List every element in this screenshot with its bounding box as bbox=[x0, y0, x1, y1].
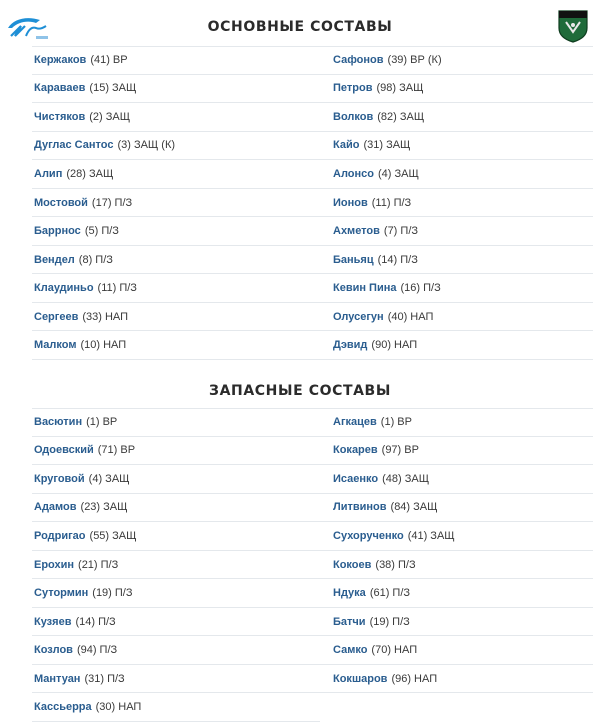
player-row bbox=[32, 408, 320, 437]
player-name-link[interactable]: Алип bbox=[34, 167, 63, 180]
player-row bbox=[305, 246, 593, 275]
player-name-link[interactable]: Дуглас Сантос bbox=[34, 139, 114, 152]
player-row bbox=[305, 465, 593, 494]
player-row bbox=[305, 46, 593, 75]
player-row bbox=[32, 331, 320, 360]
player-number-position: (7) П/З bbox=[383, 225, 419, 238]
player-name-link[interactable]: Ерохин bbox=[34, 558, 75, 571]
player-name-link[interactable]: Баррнос bbox=[34, 225, 81, 238]
player-name-link[interactable]: Малком bbox=[34, 339, 77, 352]
player-name-link[interactable]: Козлов bbox=[34, 644, 73, 657]
player-name-link[interactable]: Батчи bbox=[333, 615, 366, 628]
player-number-position: (84) ЗАЩ bbox=[390, 501, 438, 514]
player-row bbox=[32, 103, 320, 132]
player-name-link[interactable]: Мостовой bbox=[34, 196, 88, 209]
player-number-position: (28) ЗАЩ bbox=[66, 167, 114, 180]
player-name-link[interactable]: Волков bbox=[333, 110, 374, 123]
player-number-position: (4) ЗАЩ bbox=[378, 167, 419, 180]
player-number-position: (90) НАП bbox=[371, 339, 418, 352]
player-name-link[interactable]: Кайо bbox=[333, 139, 360, 152]
player-name-link[interactable]: Петров bbox=[333, 82, 373, 95]
player-row bbox=[32, 693, 320, 722]
player-name-link[interactable]: Караваев bbox=[34, 82, 86, 95]
player-row bbox=[32, 246, 320, 275]
player-name-link[interactable]: Кокшаров bbox=[333, 672, 388, 685]
player-row bbox=[32, 160, 320, 189]
player-name-link[interactable]: Вендел bbox=[34, 253, 75, 266]
home-starting-list bbox=[32, 46, 320, 360]
player-row bbox=[32, 665, 320, 694]
player-name-link[interactable]: Баньяц bbox=[333, 253, 374, 266]
player-name-link[interactable]: Кузяев bbox=[34, 615, 72, 628]
player-name-link[interactable]: Исаенко bbox=[333, 472, 379, 485]
player-row bbox=[305, 522, 593, 551]
player-row bbox=[305, 437, 593, 466]
player-number-position: (19) П/З bbox=[92, 587, 133, 600]
player-row bbox=[32, 75, 320, 104]
player-number-position: (30) НАП bbox=[95, 701, 142, 714]
section-title: ЗАПАСНЫЕ СОСТАВЫ bbox=[209, 383, 391, 399]
player-name-link[interactable]: Мантуан bbox=[34, 672, 81, 685]
player-row bbox=[32, 274, 320, 303]
player-number-position: (4) ЗАЩ bbox=[88, 472, 130, 485]
player-row bbox=[32, 465, 320, 494]
player-number-position: (15) ЗАЩ bbox=[89, 82, 137, 95]
player-row bbox=[32, 132, 320, 161]
player-name-link[interactable]: Сафонов bbox=[333, 54, 384, 67]
player-number-position: (39) ВР (К) bbox=[387, 54, 442, 67]
player-name-link[interactable]: Васютин bbox=[34, 416, 83, 429]
player-name-link[interactable]: Кокоев bbox=[333, 558, 372, 571]
section-title: ОСНОВНЫЕ СОСТАВЫ bbox=[207, 19, 393, 35]
player-number-position: (14) П/З bbox=[377, 253, 418, 266]
player-row bbox=[32, 522, 320, 551]
player-number-position: (8) П/З bbox=[78, 253, 113, 266]
player-number-position: (97) ВР bbox=[381, 444, 419, 457]
player-row bbox=[32, 579, 320, 608]
player-row bbox=[305, 274, 593, 303]
player-row bbox=[32, 437, 320, 466]
player-row bbox=[305, 189, 593, 218]
player-row bbox=[305, 160, 593, 189]
player-number-position: (31) П/З bbox=[84, 672, 125, 685]
player-number-position: (11) П/З bbox=[97, 282, 137, 295]
player-row bbox=[305, 551, 593, 580]
player-number-position: (5) П/З bbox=[84, 225, 119, 238]
player-row bbox=[32, 636, 320, 665]
player-row bbox=[32, 217, 320, 246]
player-row bbox=[305, 217, 593, 246]
player-name-link[interactable]: Литвинов bbox=[333, 501, 387, 514]
player-row bbox=[32, 303, 320, 332]
player-row bbox=[32, 608, 320, 637]
player-row bbox=[305, 636, 593, 665]
player-row bbox=[305, 303, 593, 332]
starting-lineups-header bbox=[0, 18, 600, 36]
player-number-position: (3) ЗАЩ (К) bbox=[117, 139, 176, 152]
player-name-link[interactable]: Ионов bbox=[333, 196, 368, 209]
player-name-link[interactable]: Алонсо bbox=[333, 167, 374, 180]
player-number-position: (31) ЗАЩ bbox=[363, 139, 411, 152]
player-row bbox=[305, 132, 593, 161]
substitutes-header bbox=[0, 382, 600, 400]
player-number-position: (61) П/З bbox=[369, 587, 411, 600]
player-name-link[interactable]: Дэвид bbox=[333, 339, 368, 352]
player-name-link[interactable]: Чистяков bbox=[34, 110, 86, 123]
player-name-link[interactable]: Кевин Пина bbox=[333, 282, 397, 295]
player-row bbox=[32, 189, 320, 218]
player-name-link[interactable]: Сухорученко bbox=[333, 529, 404, 542]
player-number-position: (1) ВР bbox=[86, 416, 118, 429]
player-name-link[interactable]: Клаудиньо bbox=[34, 282, 94, 295]
player-number-position: (55) ЗАЩ bbox=[89, 529, 137, 542]
player-name-link[interactable]: Круговой bbox=[34, 472, 85, 485]
player-number-position: (14) П/З bbox=[75, 615, 116, 628]
player-row bbox=[32, 551, 320, 580]
player-number-position: (48) ЗАЩ bbox=[382, 472, 430, 485]
player-number-position: (71) ВР bbox=[97, 444, 136, 457]
player-number-position: (96) НАП bbox=[391, 672, 438, 685]
player-number-position: (21) П/З bbox=[78, 558, 119, 571]
player-number-position: (23) ЗАЩ bbox=[80, 501, 128, 514]
player-name-link[interactable]: Агкацев bbox=[333, 416, 377, 429]
player-number-position: (41) ВР bbox=[90, 54, 128, 67]
player-row bbox=[305, 608, 593, 637]
away-starting-list bbox=[305, 46, 593, 360]
player-row bbox=[305, 579, 593, 608]
player-number-position: (82) ЗАЩ bbox=[377, 110, 425, 123]
player-number-position: (17) П/З bbox=[91, 196, 133, 209]
player-number-position: (10) НАП bbox=[80, 339, 127, 352]
player-name-link[interactable]: Родригао bbox=[34, 529, 86, 542]
player-name-link[interactable]: Самко bbox=[333, 644, 368, 657]
player-number-position: (2) ЗАЩ bbox=[89, 110, 131, 123]
player-row bbox=[305, 494, 593, 523]
home-substitutes-list bbox=[32, 408, 320, 722]
player-number-position: (11) П/З bbox=[371, 196, 412, 209]
player-number-position: (41) ЗАЩ bbox=[407, 529, 455, 542]
player-row bbox=[305, 331, 593, 360]
player-number-position: (33) НАП bbox=[82, 310, 129, 323]
player-number-position: (19) П/З bbox=[369, 615, 410, 628]
player-number-position: (38) П/З bbox=[375, 558, 416, 571]
player-row bbox=[305, 408, 593, 437]
player-number-position: (16) П/З bbox=[400, 282, 441, 295]
player-name-link[interactable]: Ндука bbox=[333, 587, 366, 600]
player-row bbox=[305, 665, 593, 694]
player-row bbox=[305, 103, 593, 132]
player-row bbox=[305, 75, 593, 104]
player-number-position: (70) НАП bbox=[371, 644, 418, 657]
player-row bbox=[32, 46, 320, 75]
player-number-position: (1) ВР bbox=[380, 416, 412, 429]
player-name-link[interactable]: Ахметов bbox=[333, 225, 380, 238]
player-name-link[interactable]: Одоевский bbox=[34, 444, 94, 457]
player-name-link[interactable]: Сутормин bbox=[34, 587, 89, 600]
player-name-link[interactable]: Кассьерра bbox=[34, 701, 92, 714]
player-row bbox=[32, 494, 320, 523]
away-substitutes-list bbox=[305, 408, 593, 693]
player-name-link[interactable]: Сергеев bbox=[34, 310, 79, 323]
player-name-link[interactable]: Адамов bbox=[34, 501, 77, 514]
player-number-position: (94) П/З bbox=[76, 644, 118, 657]
player-name-link[interactable]: Кокарев bbox=[333, 444, 378, 457]
player-name-link[interactable]: Кержаков bbox=[34, 54, 87, 67]
player-number-position: (40) НАП bbox=[387, 310, 434, 323]
player-number-position: (98) ЗАЩ bbox=[376, 82, 424, 95]
player-name-link[interactable]: Олусегун bbox=[333, 310, 384, 323]
